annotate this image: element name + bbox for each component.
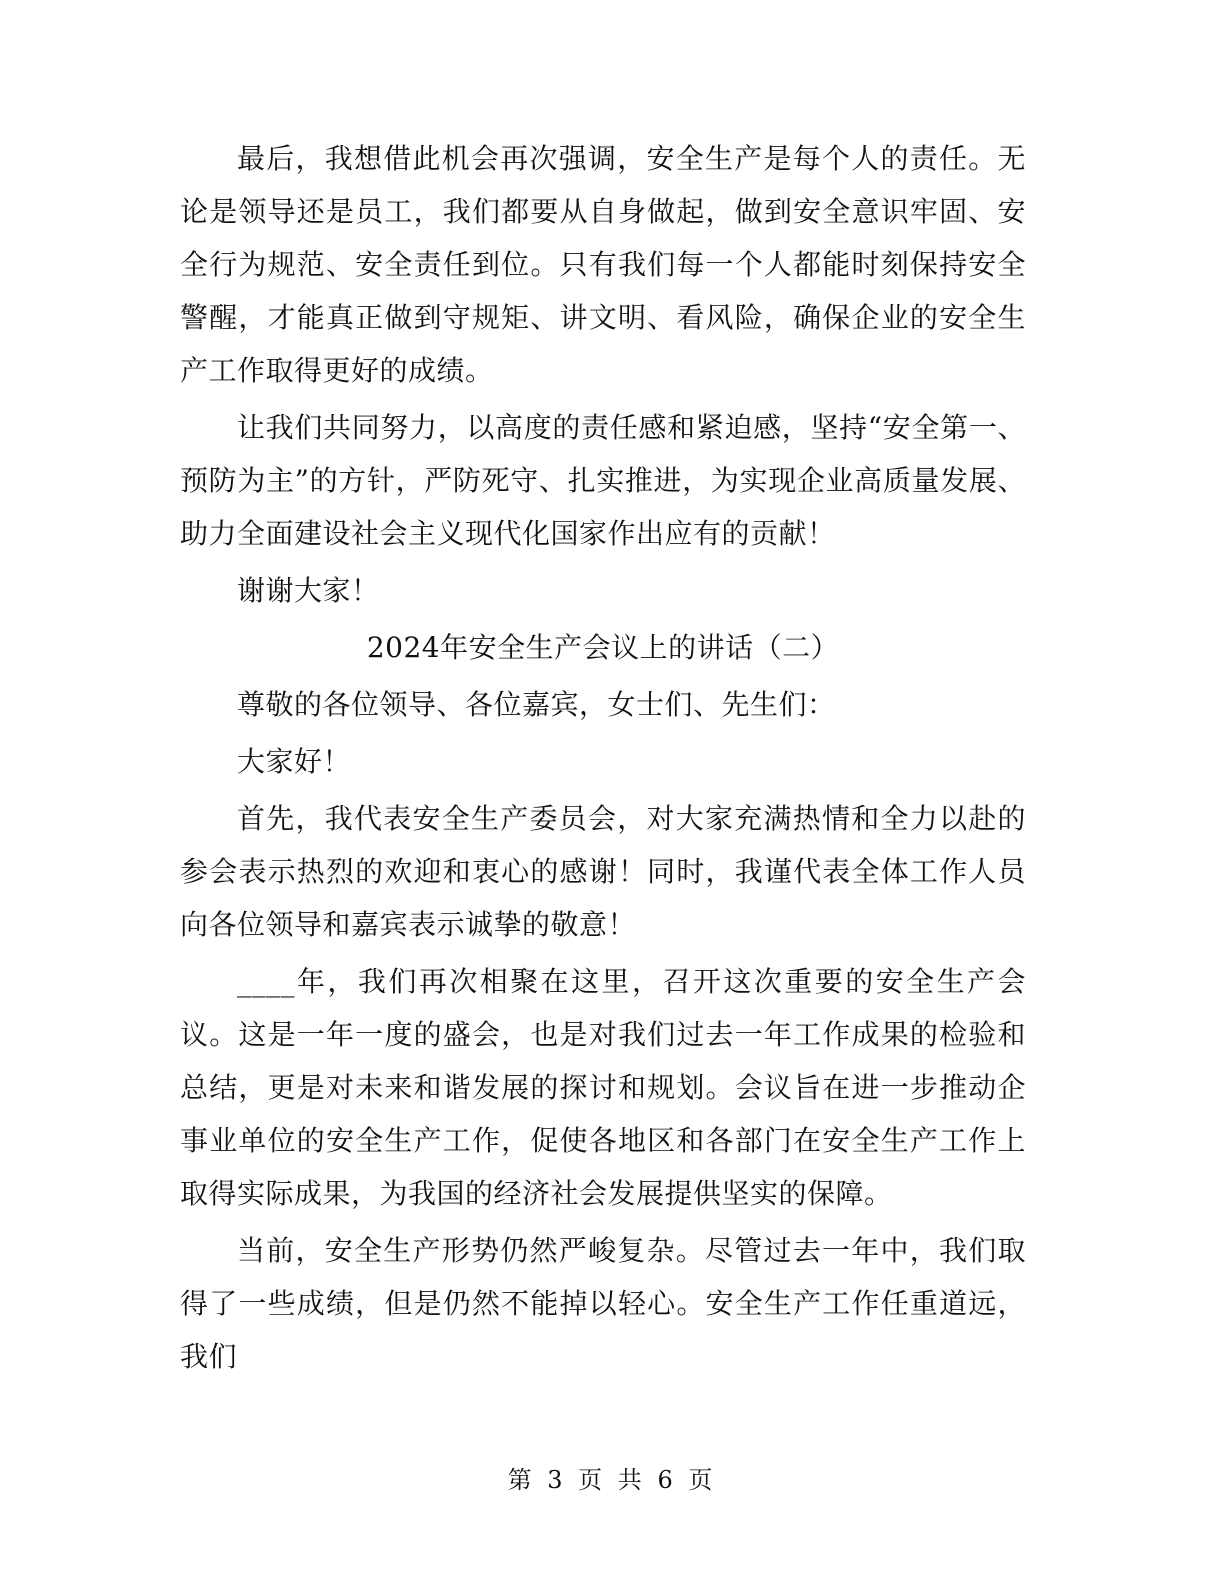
paragraph-current-situation: 当前，安全生产形势仍然严峻复杂。尽管过去一年中，我们取得了一些成绩，但是仍然不能掉以轻心。安全生产工作任重道远，我们 <box>180 1234 1026 1373</box>
paragraph-thanks: 谢谢大家！ <box>237 574 380 607</box>
section-title: 2024年安全生产会议上的讲话（二） <box>366 631 840 664</box>
document-page <box>180 132 1026 1383</box>
paragraph-meeting-purpose: ____年，我们再次相聚在这里，召开这次重要的安全生产会议。这是一年一度的盛会，也是对我们过去一年工作成果的检验和总结，更是对未来和谐发展的探讨和规划。会议旨在进一步推动企事业单位的安全生产工作，促使各地区和各部门在安全生产工作上取得实际成果，为我国的经济社会发展提供坚实的保障。 <box>180 965 1026 1210</box>
paragraph-greeting: 大家好！ <box>237 745 352 778</box>
paragraph-salutation: 尊敬的各位领导、各位嘉宾，女士们、先生们： <box>237 688 836 721</box>
paragraph-call-to-action: 让我们共同努力，以高度的责任感和紧迫感，坚持“安全第一、预防为主”的方针，严防死守、扎实推进，为实现企业高质量发展、助力全面建设社会主义现代化国家作出应有的贡献！ <box>180 411 1026 550</box>
paragraph-closing-emphasis: 最后，我想借此机会再次强调，安全生产是每个人的责任。无论是领导还是员工，我们都要从自身做起，做到安全意识牢固、安全行为规范、安全责任到位。只有我们每一个人都能时刻保持安全警醒，才能真正做到守规矩、讲文明、看风险，确保企业的安全生产工作取得更好的成绩。 <box>180 142 1026 387</box>
paragraph-welcome: 首先，我代表安全生产委员会，对大家充满热情和全力以赴的参会表示热烈的欢迎和衷心的感谢！同时，我谨代表全体工作人员向各位领导和嘉宾表示诚挚的敬意！ <box>180 802 1026 941</box>
page-footer: 第 3 页 共 6 页 <box>507 1466 717 1494</box>
